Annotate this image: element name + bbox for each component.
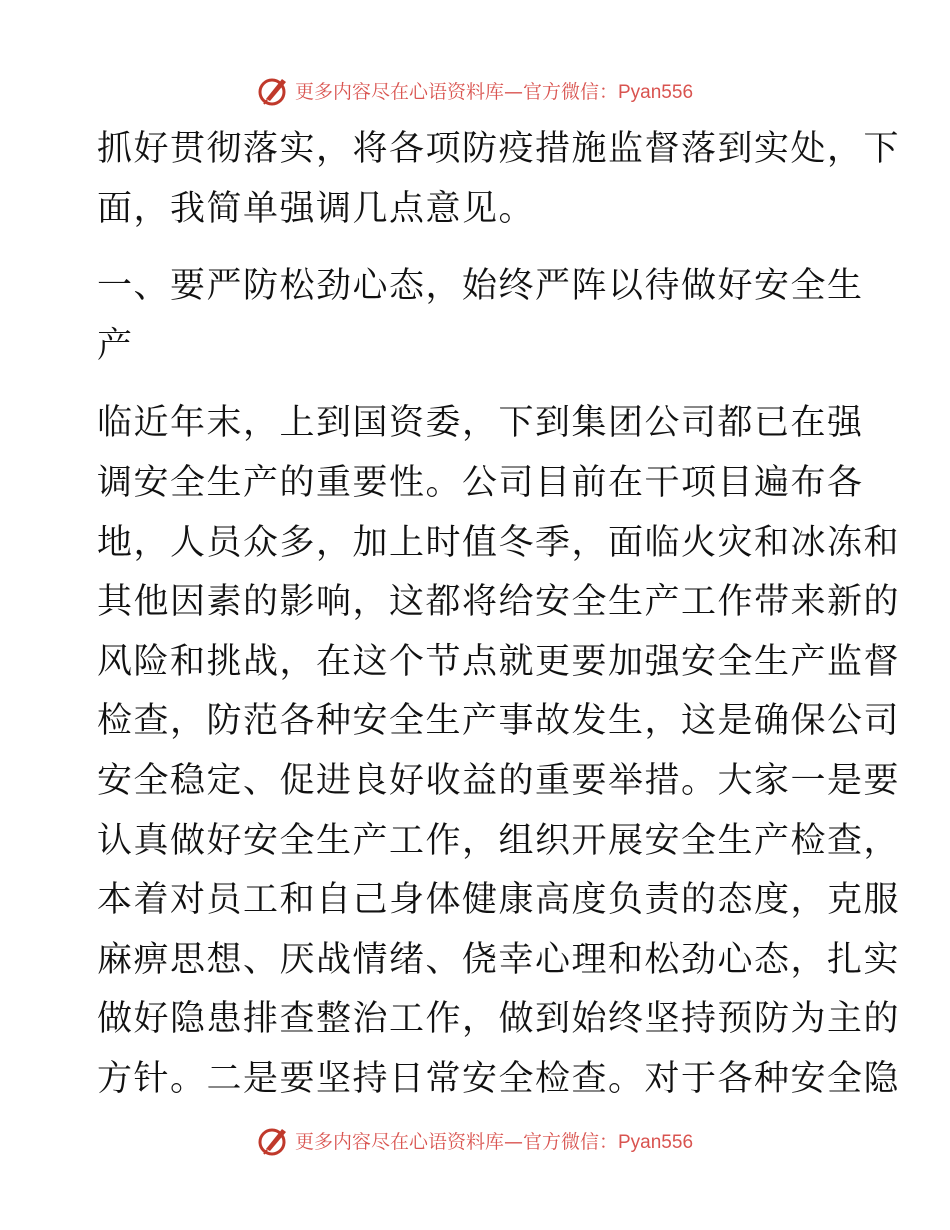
text-line: 风险和挑战，在这个节点就更要加强安全生产监督 bbox=[97, 641, 901, 682]
text-line: 地，人员众多，加上时值冬季，面临火灾和冰冻和 bbox=[97, 522, 901, 563]
watermark-text: 更多内容尽在心语资料库—官方微信：Pyan556 bbox=[294, 80, 694, 103]
text-line: 检查，防范各种安全生产事故发生，这是确保公司 bbox=[97, 701, 901, 742]
footer-watermark bbox=[0, 1120, 950, 1160]
section-heading: 一、要严防松劲心态，始终严阵以待做好安全生 bbox=[97, 266, 864, 307]
header-watermark bbox=[0, 70, 950, 110]
text-line: 本着对员工和自己身体健康高度负责的态度，克服 bbox=[97, 880, 901, 921]
text-line: 认真做好安全生产工作，组织开展安全生产检查， bbox=[97, 820, 901, 861]
text-line: 其他因素的影响，这都将给安全生产工作带来新的 bbox=[97, 582, 901, 623]
quill-icon bbox=[257, 73, 291, 107]
text-line: 安全稳定、促进良好收益的重要举措。大家一是要 bbox=[97, 760, 901, 801]
document-body bbox=[97, 120, 901, 1110]
quill-icon bbox=[257, 1123, 291, 1157]
text-line: 做好隐患排查整治工作，做到始终坚持预防为主的 bbox=[97, 999, 901, 1040]
text-line: 方针。二是要坚持日常安全检查。对于各种安全隐 bbox=[97, 1058, 901, 1099]
watermark-text: 更多内容尽在心语资料库—官方微信：Pyan556 bbox=[294, 1130, 694, 1153]
text-line: 面，我简单强调几点意见。 bbox=[97, 188, 536, 229]
text-line: 麻痹思想、厌战情绪、侥幸心理和松劲心态，扎实 bbox=[97, 939, 901, 980]
text-line: 临近年末，上到国资委，下到集团公司都已在强 bbox=[97, 403, 864, 444]
text-line: 调安全生产的重要性。公司目前在干项目遍布各 bbox=[97, 462, 864, 503]
section-heading: 产 bbox=[97, 325, 134, 366]
text-line: 抓好贯彻落实，将各项防疫措施监督落到实处，下 bbox=[97, 129, 901, 169]
